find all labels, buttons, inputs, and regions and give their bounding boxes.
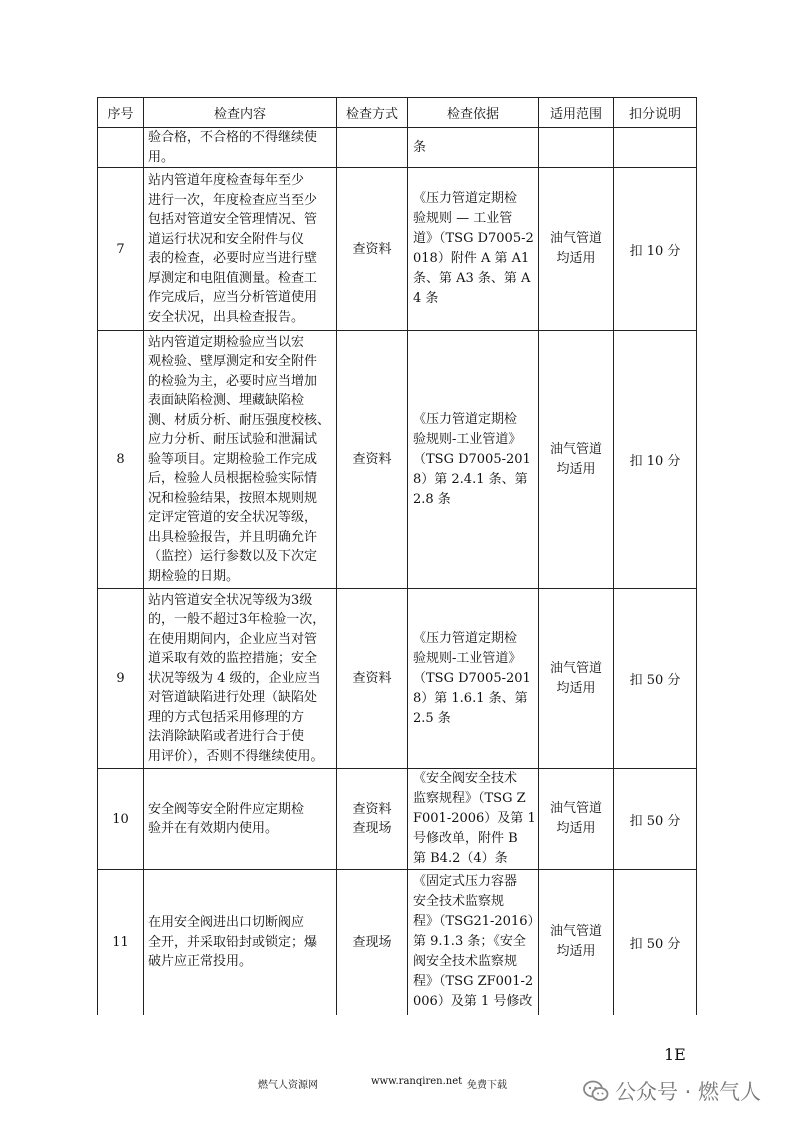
cell-line: 《固定式压力容器: [413, 874, 518, 890]
cell-line: 006）及第 1 号修改: [413, 994, 533, 1010]
cell-line: 验等项目。定期检验工作完成: [148, 451, 318, 467]
cell-line: 理的方式包括采用修理的方: [148, 709, 305, 725]
cell-line: 验并在有效期内使用。: [148, 821, 279, 836]
footer-url: www.ranqiren.net: [371, 1076, 463, 1087]
cell-line: 程》（TSG21-2016）: [413, 914, 541, 930]
cell-line: 站内管道安全状况等级为3级: [148, 592, 313, 608]
cell-line: 查资料: [352, 802, 392, 817]
table-row: [98, 769, 697, 870]
cell-penalty: 扣 50 分: [614, 589, 697, 769]
cell-penalty: 扣 10 分: [614, 331, 697, 589]
cell-line: 验规则-工业管道》: [413, 650, 522, 666]
footer-download: 免费下载: [467, 1080, 507, 1091]
cell-line: 况和检验结果，按照本规则规: [148, 490, 318, 506]
cell-content: [144, 168, 337, 331]
cell-basis: [408, 870, 539, 1015]
cell-line: 验合格，不合格的不得继续使: [148, 130, 318, 145]
cell-line: 安全技术监察规: [413, 894, 505, 910]
cell-line: 查现场: [352, 934, 392, 950]
cell-line: 8）第 2.4.1 条、第: [413, 471, 528, 487]
cell-line: 的检验为主，必要时应当增加: [148, 373, 318, 389]
cell-line: 号修改单，附件 B: [413, 831, 518, 846]
cell-line: 监察规程》（TSG Z: [413, 791, 526, 806]
cell-line: 厚测定和电阻值测量。检查工: [148, 270, 318, 286]
header-cell: 序号: [98, 98, 144, 128]
cell-line: 条、第 A3 条、第 A: [413, 271, 531, 286]
cell-line: 包括对管道安全管理情况、管: [148, 212, 318, 227]
cell-line: 均适用: [556, 251, 596, 266]
cell-scope: [539, 769, 614, 870]
cell-line: 油气管道: [549, 924, 602, 940]
cell-number: 10: [98, 769, 144, 870]
table-body: [98, 128, 697, 1015]
cell-line: 破片应正常投用。: [148, 954, 253, 969]
cell-method: [337, 331, 408, 589]
cell-line: 状况等级为 4 级的，企业应当: [148, 670, 321, 686]
cell-line: 表的检查，必要时应当进行壁: [148, 251, 318, 266]
cell-penalty: 扣 10 分: [614, 168, 697, 331]
cell-line: 《安全阀安全技术: [413, 771, 518, 786]
cell-line: 第 B4.2（4）条: [413, 851, 508, 866]
inspection-table: [97, 97, 697, 1015]
cell-content: [144, 128, 337, 168]
cell-line: 均适用: [556, 680, 596, 696]
cell-line: 均适用: [556, 821, 596, 836]
cell-basis: [408, 128, 539, 168]
cell-method: [337, 128, 408, 168]
table-row: [98, 589, 697, 769]
cell-line: 《压力管道定期检: [413, 411, 518, 427]
cell-line: 第 9.1.3 条；《安全: [413, 934, 526, 950]
cell-line: 后，检验人员根据检验实际情: [148, 471, 318, 487]
cell-penalty: 扣 50 分: [614, 769, 697, 870]
cell-line: 验规则 — 工业管: [413, 211, 513, 226]
cell-content: [144, 589, 337, 769]
cell-line: 期检验的日期。: [148, 568, 240, 584]
cell-line: 阀安全技术监察规: [413, 954, 518, 970]
cell-basis: [408, 331, 539, 589]
header-cell: 检查内容: [144, 98, 337, 128]
cell-content: [144, 870, 337, 1015]
cell-line: 道运行状况和安全附件与仪: [148, 231, 305, 247]
cell-line: 出具检验报告，并且明确允许: [148, 529, 318, 545]
footer-site: 燃气人资源网: [258, 1080, 318, 1091]
cell-line: 对管道缺陷进行处理（缺陷处: [148, 690, 318, 706]
cell-line: （监控）运行参数以及下次定: [148, 549, 318, 565]
cell-method: [337, 589, 408, 769]
cell-line: 油气管道: [549, 801, 602, 816]
cell-number: 7: [98, 168, 144, 331]
table-row: [98, 128, 697, 168]
cell-line: 安全状况，出具检查报告。: [148, 309, 305, 325]
cell-basis: [408, 769, 539, 870]
table-row: [98, 331, 697, 589]
cell-scope: [539, 589, 614, 769]
cell-line: F001-2006）及第 1: [413, 811, 536, 826]
cell-line: 进行一次，年度检查应当至少: [148, 192, 318, 208]
table-row: [98, 168, 697, 331]
cell-line: 站内管道定期检验应当以宏: [148, 334, 305, 350]
cell-number: 11: [98, 870, 144, 1015]
cell-line: 查资料: [352, 671, 392, 686]
cell-line: 全开，并采取铅封或锁定；爆: [148, 934, 318, 950]
cell-line: 油气管道: [549, 231, 602, 246]
cell-line: （TSG D7005-201: [413, 670, 531, 686]
cell-line: 应力分析、耐压试验和泄漏试: [148, 432, 318, 448]
cell-line: 《压力管道定期检: [413, 191, 518, 206]
cell-method: [337, 870, 408, 1015]
cell-line: （TSG D7005-201: [413, 451, 531, 467]
cell-content: [144, 769, 337, 870]
watermark-text: 公众号 · 燃气人: [615, 1080, 762, 1104]
cell-scope: [539, 128, 614, 168]
watermark: [583, 1076, 761, 1106]
cell-line: 条: [413, 139, 427, 155]
cell-line: 程》（TSG ZF001-2: [413, 974, 534, 990]
cell-line: 道》（TSG D7005-2: [413, 231, 534, 246]
cell-line: 查现场: [352, 821, 392, 836]
cell-line: 4 条: [413, 291, 439, 306]
header-cell: 适用范围: [539, 98, 614, 128]
page-number: 1E: [664, 1045, 686, 1064]
cell-number: 8: [98, 331, 144, 589]
cell-line: 《压力管道定期检: [413, 630, 518, 646]
cell-scope: [539, 870, 614, 1015]
cell-line: 观检验、壁厚测定和安全附件: [148, 354, 318, 370]
cell-scope: [539, 168, 614, 331]
cell-basis: [408, 168, 539, 331]
wechat-icon: [583, 1079, 609, 1103]
cell-line: 的，一般不超过3年检验一次，: [148, 612, 326, 628]
cell-line: 2.8 条: [413, 491, 451, 507]
cell-content: [144, 331, 337, 589]
cell-line: 站内管道年度检查每年至少: [148, 173, 305, 188]
cell-method: [337, 168, 408, 331]
cell-line: 018）附件 A 第 A1: [413, 251, 530, 266]
cell-line: 验规则-工业管道》: [413, 431, 522, 447]
cell-penalty: [614, 128, 697, 168]
cell-line: 在使用期间内，企业应当对管: [148, 631, 318, 647]
cell-number: 9: [98, 589, 144, 769]
header-cell: 扣分说明: [614, 98, 697, 128]
cell-line: 作完成后，应当分析管道使用: [148, 290, 318, 305]
cell-line: 安全阀等安全附件应定期检: [148, 801, 305, 817]
header-cell: 检查方式: [337, 98, 408, 128]
header-cell: 检查依据: [408, 98, 539, 128]
cell-line: 道采取有效的监控措施；安全: [148, 651, 318, 667]
cell-line: 定评定管道的安全状况等级，: [148, 510, 318, 526]
cell-line: 8）第 1.6.1 条、第: [413, 690, 528, 706]
table-header-row: [98, 98, 697, 128]
cell-line: 油气管道: [549, 441, 602, 457]
table-row: [98, 870, 697, 1015]
cell-line: 均适用: [556, 461, 596, 477]
cell-method: [337, 769, 408, 870]
cell-line: 法消除缺陷或者进行合于使: [148, 729, 305, 745]
cell-line: 查资料: [352, 241, 392, 257]
cell-line: 测、材质分析、耐压强度校核、: [148, 412, 331, 428]
cell-line: 用。: [148, 149, 175, 165]
cell-penalty: 扣 50 分: [614, 870, 697, 1015]
cell-basis: [408, 589, 539, 769]
cell-line: 2.5 条: [413, 710, 451, 726]
cell-number: [98, 128, 144, 168]
cell-line: 用评价），否则不得继续使用。: [148, 748, 324, 764]
cell-line: 查资料: [352, 452, 392, 467]
cell-scope: [539, 331, 614, 589]
cell-line: 油气管道: [549, 660, 602, 676]
cell-line: 均适用: [556, 944, 596, 960]
cell-line: 表面缺陷检测、埋藏缺陷检: [148, 393, 305, 409]
cell-line: 在用安全阀进出口切断阀应: [148, 915, 305, 930]
